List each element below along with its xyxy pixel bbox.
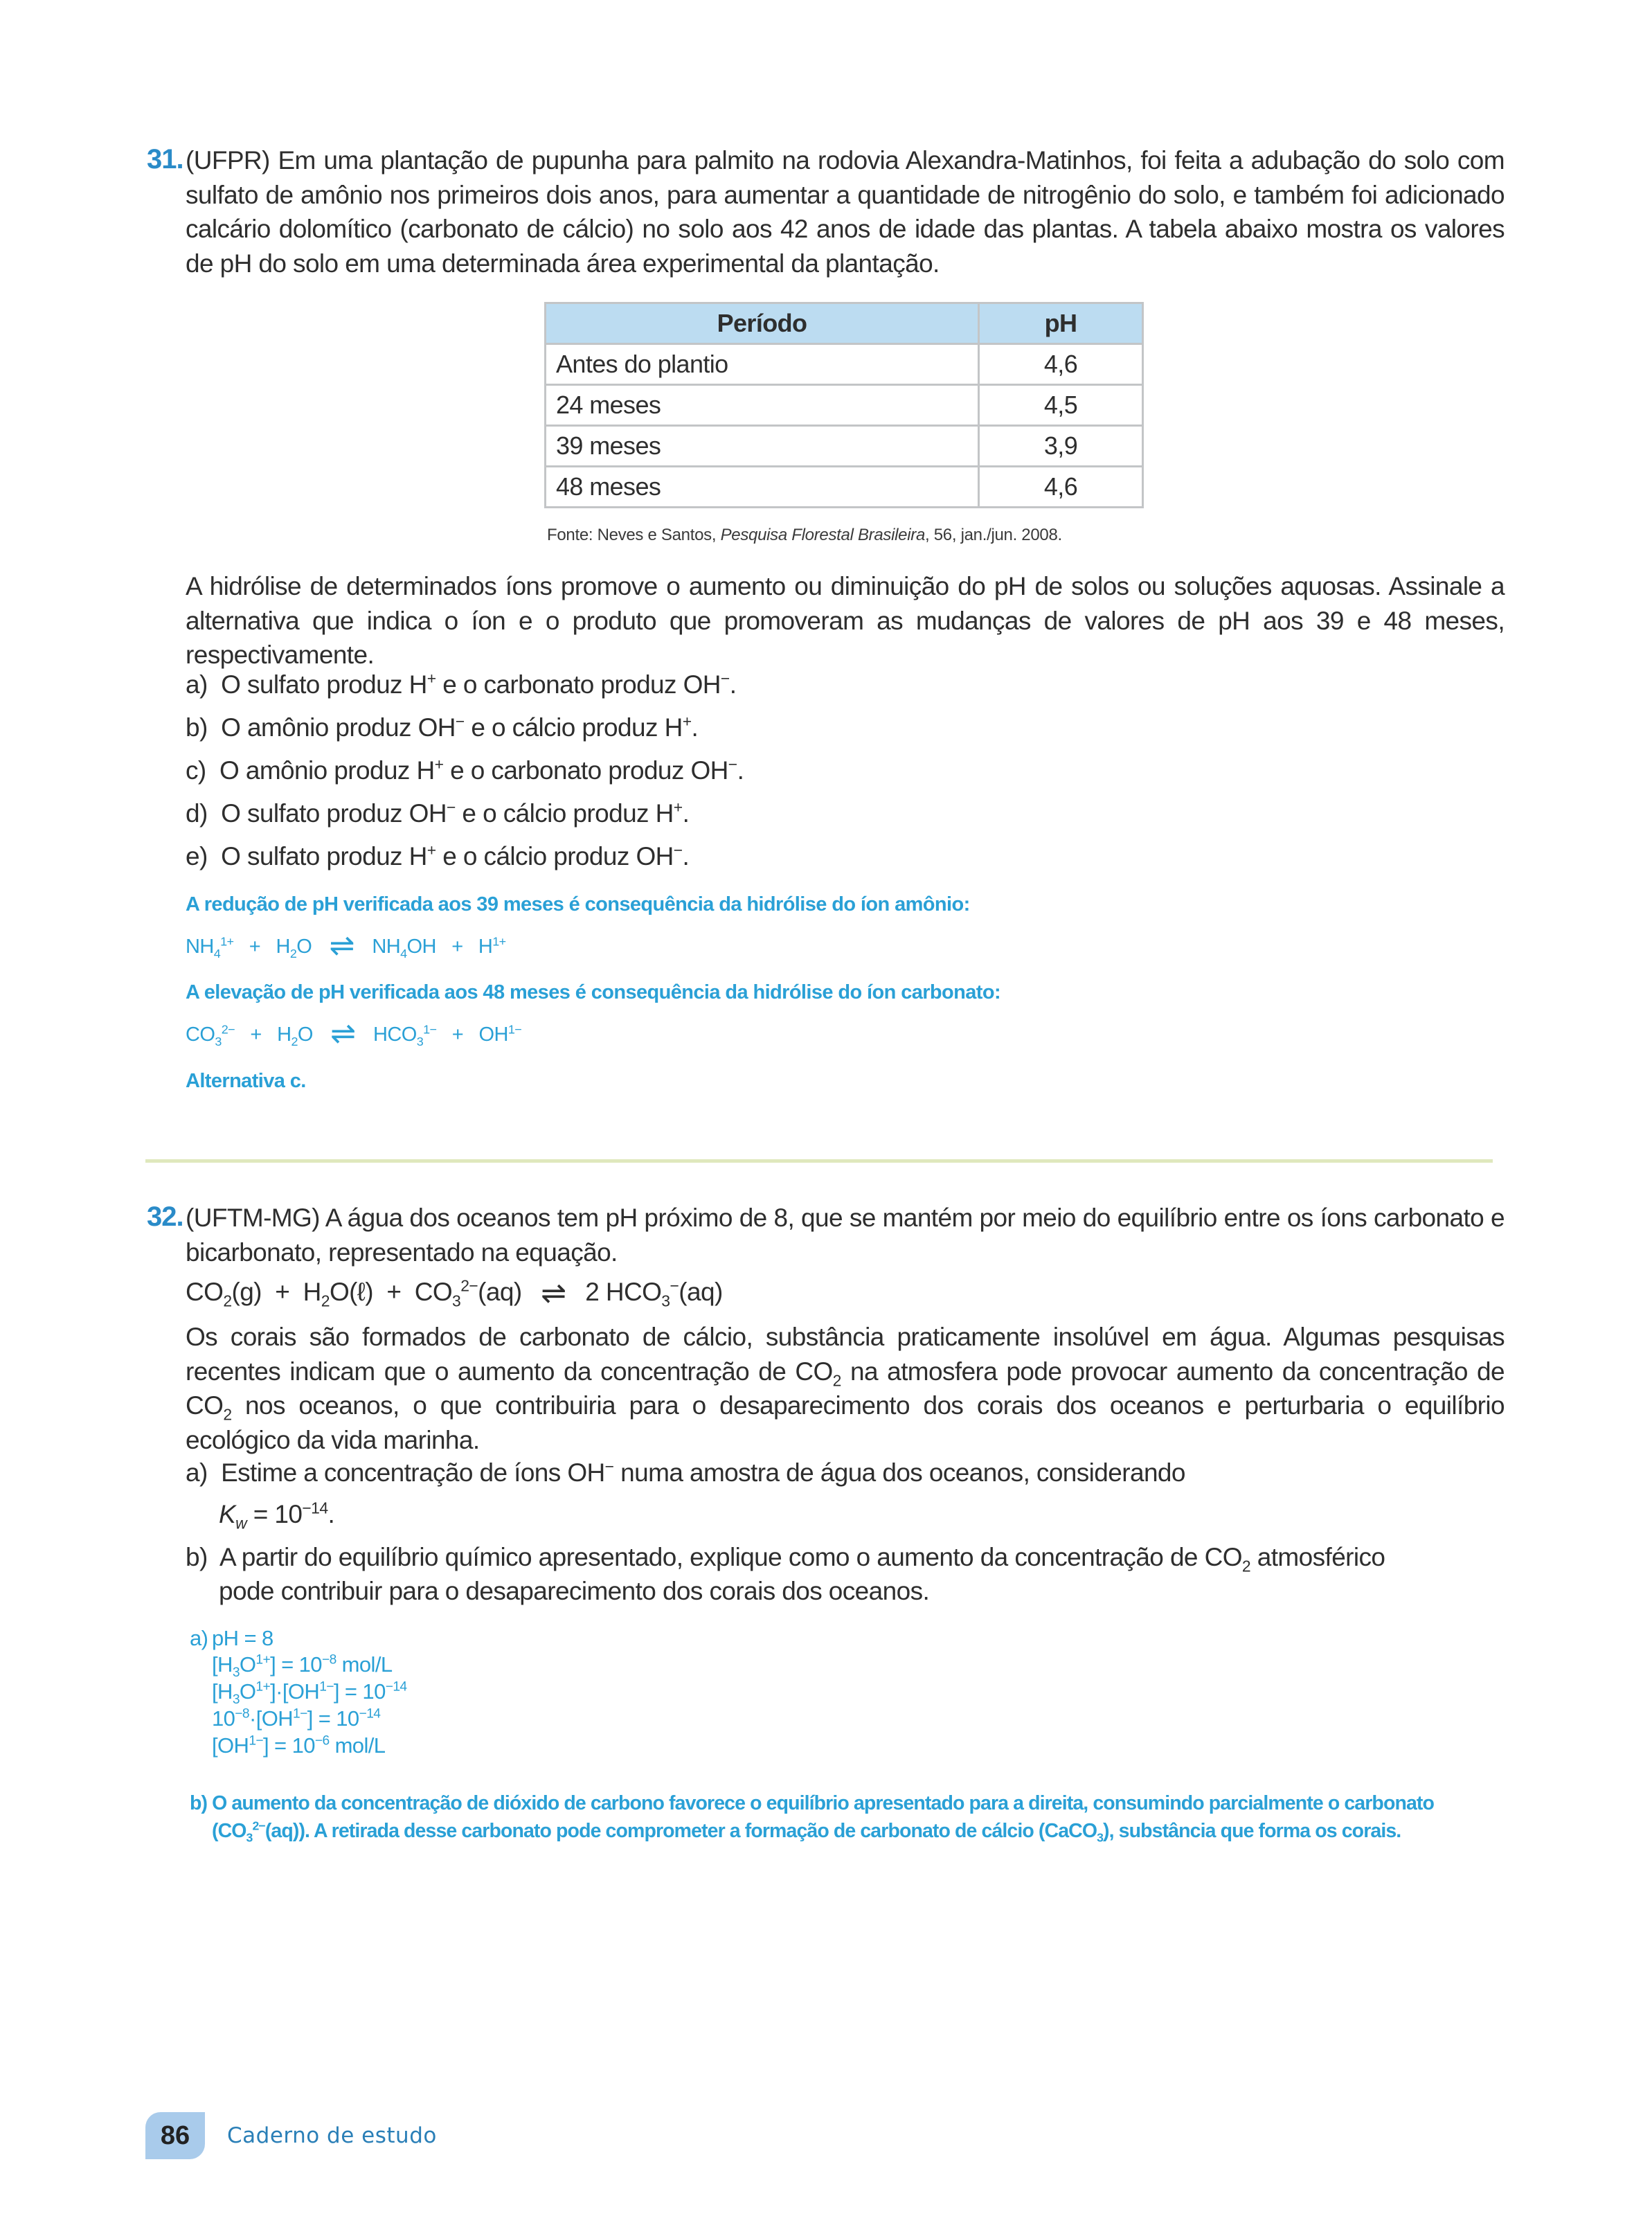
eq-term: CO: [414, 1278, 453, 1306]
page-number: 86: [160, 2120, 190, 2150]
answer-32-a-line-3: [212, 1679, 407, 1708]
kw-symbol: K: [219, 1500, 236, 1528]
alt-text: e o carbonato produz OH: [436, 670, 721, 699]
item-text: A partir do equilíbrio químico apresentado, explique como o aumento da concentração de CO: [219, 1543, 1242, 1571]
question-32-item-b-line-2: pode contribuir para o desaparecimento dos corais dos oceanos.: [219, 1577, 930, 1605]
question-31-intro: (UFPR) Em uma plantação de pupunha para palmito na rodovia Alexandra-Matinhos, foi feita a adubação do solo com sulfato de amônio nos primeiros dois anos, para aumentar a quantidade de nitrogênio do solo, e também foi adicionado calcário dolomítico (carbonato de cálcio) no solo aos 42 anos de idade das plantas. A tabela abaixo mostra os valores de pH do solo em uma determinada área experimental da plantação.: [186, 146, 1505, 278]
alt-text: O sulfato produz OH: [221, 799, 447, 828]
calc-term: ·[OH: [249, 1706, 294, 1731]
calc-sub: 3: [232, 1692, 240, 1708]
eq-sub: 3: [452, 1292, 461, 1310]
item-letter: b): [186, 1543, 208, 1571]
alternative-c[interactable]: [186, 756, 744, 785]
calc-sup: −6: [314, 1733, 330, 1749]
eq-sub: 2: [321, 1292, 330, 1310]
alt-text: e o cálcio produz OH: [436, 842, 674, 870]
alt-sup: +: [682, 712, 692, 731]
alt-sup: −: [728, 755, 737, 774]
eq-plus: +: [451, 1024, 464, 1046]
question-32-kw: [219, 1499, 335, 1533]
eq-term: (aq): [478, 1278, 522, 1306]
eq-term: (g): [231, 1278, 262, 1306]
alternative-d[interactable]: [186, 799, 689, 828]
alt-end: .: [729, 670, 737, 699]
question-number-32: 32.: [147, 1201, 183, 1232]
answer-31-alternative: [186, 1070, 306, 1093]
alt-letter: a): [186, 670, 208, 699]
para-sub: 2: [223, 1405, 232, 1424]
alt-letter: e): [186, 842, 208, 870]
eq-term: O: [297, 1024, 313, 1046]
table-header-row: [546, 303, 1143, 344]
calc-term: O: [239, 1652, 256, 1677]
table-source: [547, 526, 1062, 545]
alt-text: e o cálcio produz H: [464, 713, 683, 742]
calc-sup: −14: [385, 1679, 407, 1695]
alt-sup: +: [673, 798, 683, 816]
answer-letter: c: [289, 1070, 301, 1092]
calc-sup: −8: [235, 1706, 249, 1722]
eq-sup: 1+: [492, 934, 506, 949]
alternative-e[interactable]: [186, 842, 689, 871]
table-cell-ph: 4,6: [979, 344, 1143, 385]
alt-sup: −: [455, 712, 465, 731]
eq-plus: +: [250, 1024, 262, 1046]
calc-sup: 1−: [319, 1679, 334, 1695]
calc-term: [OH: [212, 1733, 249, 1758]
eq-plus: +: [451, 936, 463, 958]
ans-sub: 3: [1097, 1830, 1104, 1845]
alt-text: e o cálcio produz H: [455, 799, 674, 828]
alt-text: O amônio produz H: [219, 756, 435, 785]
eq-plus: +: [249, 936, 261, 958]
ans-sub: 3: [246, 1830, 253, 1845]
answer-32-b-line-1: b) O aumento da concentração de dióxido de carbono favorece o equilíbrio apresentado para a direita, consumindo parcialmente o carbonato: [190, 1792, 1435, 1814]
eq-term: HCO: [373, 1024, 417, 1046]
alt-text: O sulfato produz H: [221, 842, 427, 870]
answer-32-a-line-1: pH = 8: [212, 1626, 273, 1650]
table-header-ph: pH: [979, 303, 1143, 344]
alt-letter: c): [186, 756, 206, 785]
eq-term: H: [276, 936, 290, 958]
table-cell-period: 24 meses: [546, 385, 979, 426]
eq-sup: 2−: [460, 1276, 478, 1295]
answer-32-a-label: a): [190, 1626, 208, 1650]
alt-letter: d): [186, 799, 208, 828]
answer-31-line-2: A elevação de pH verificada aos 48 meses é consequência da hidrólise do íon carbonato:: [186, 981, 1001, 1003]
eq-term: H: [478, 936, 493, 958]
calc-sup: 1+: [255, 1652, 271, 1668]
answer-32-a-line-5: [212, 1733, 385, 1758]
section-divider: [145, 1159, 1493, 1163]
alt-end: .: [691, 713, 699, 742]
answer-end: .: [300, 1070, 306, 1092]
question-31-prompt: A hidrólise de determinados íons promove o aumento ou diminuição do pH de solos ou soluções aquosas. Assinale a alternativa que indica o íon e o produto que promoveram as mudanças de valores de pH aos 39 e 48 meses, respectivamente.: [186, 572, 1505, 669]
alt-sup: +: [427, 669, 436, 688]
eq-term: OH: [406, 936, 436, 958]
ph-table: [544, 302, 1144, 508]
question-32-intro: (UFTM-MG) A água dos oceanos tem pH próximo de 8, que se mantém por meio do equilíbrio entre os íons carbonato e bicarbonato, representado na equação.: [186, 1204, 1505, 1267]
para-text: nos oceanos, o que contribuiria para o desaparecimento dos corais dos oceanos e perturbaria o equilíbrio ecológico da vida marinha.: [186, 1391, 1505, 1454]
calc-term: ] = 10: [270, 1652, 322, 1677]
eq-sup: 1−: [508, 1022, 522, 1037]
kw-end: .: [327, 1500, 335, 1528]
eq-term: CO: [186, 1024, 215, 1046]
alt-text: O sulfato produz H: [221, 670, 427, 699]
eq-sub: 3: [215, 1034, 222, 1048]
alt-letter: b): [186, 713, 208, 742]
page-number-badge: [145, 2112, 205, 2159]
alternative-a[interactable]: [186, 670, 736, 699]
alt-sup: −: [673, 841, 683, 859]
table-cell-ph: 4,5: [979, 385, 1143, 426]
alt-sup: −: [446, 798, 456, 816]
alt-end: .: [737, 756, 744, 785]
eq-sub: 2: [291, 1034, 298, 1048]
eq-term: NH: [186, 936, 214, 958]
answer-prefix: Alternativa: [186, 1070, 290, 1092]
eq-plus: +: [275, 1278, 290, 1306]
answer-31-line-1: A redução de pH verificada aos 39 meses é consequência da hidrólise do íon amônio:: [186, 893, 970, 915]
source-prefix: Fonte: Neves e Santos,: [547, 526, 721, 544]
eq-term: H: [303, 1278, 321, 1306]
equilibrium-arrow-icon: ⇌: [541, 1276, 566, 1310]
answer-31-equation-2: [186, 1016, 521, 1051]
eq-sub: 4: [213, 946, 221, 960]
eq-term: O: [296, 936, 312, 958]
calc-term: ] = 10: [333, 1679, 386, 1704]
eq-sub: 4: [400, 946, 407, 960]
alt-text: e o carbonato produz OH: [443, 756, 728, 785]
table-row: [546, 467, 1143, 508]
calc-term: ] = 10: [263, 1733, 315, 1758]
table-cell-period: 39 meses: [546, 426, 979, 467]
ans-sup: 2−: [252, 1819, 265, 1833]
question-32-paragraph: [186, 1320, 1505, 1457]
alt-sup: +: [434, 755, 444, 774]
item-text: numa amostra de água dos oceanos, considerando: [613, 1458, 1185, 1487]
item-letter: a): [186, 1458, 208, 1487]
table-row: [546, 385, 1143, 426]
alt-end: .: [682, 842, 690, 870]
calc-term: 10: [212, 1706, 235, 1731]
question-32-equation: [186, 1276, 723, 1311]
answer-32-a-line-2: [212, 1652, 393, 1681]
eq-sub: 3: [661, 1292, 670, 1310]
table-cell-ph: 3,9: [979, 426, 1143, 467]
eq-term: H: [277, 1024, 291, 1046]
para-text: Os corais são formados de carbonato de cálcio, substância praticamente insolúvel em água. Algumas pesquisas recentes indicam que o aumento da concentração de CO: [186, 1323, 1505, 1386]
eq-sup: −: [670, 1276, 679, 1295]
answer-32-b-line-2: [212, 1820, 1401, 1843]
table-row: [546, 426, 1143, 467]
alternative-b[interactable]: [186, 713, 698, 742]
calc-sup: 1−: [249, 1733, 264, 1749]
question-32-item-b: [186, 1543, 1385, 1575]
table-cell-period: 48 meses: [546, 467, 979, 508]
eq-sub: 2: [223, 1292, 232, 1310]
calc-term: ]·[OH: [270, 1679, 320, 1704]
eq-sup: 1+: [220, 934, 234, 949]
eq-sup: 1−: [423, 1022, 437, 1037]
alt-sup: −: [720, 669, 730, 688]
ans-text: (CO: [212, 1820, 246, 1842]
eq-term: 2 HCO: [585, 1278, 662, 1306]
para-text: na atmosfera pode provocar aumento da concentração de CO: [186, 1357, 1505, 1420]
alt-sup: +: [427, 841, 436, 859]
question-number-31: 31.: [147, 144, 183, 175]
calc-sup: 1+: [255, 1679, 271, 1695]
item-sup: −: [604, 1457, 614, 1476]
para-sub: 2: [832, 1370, 841, 1389]
item-sub: 2: [1241, 1557, 1251, 1575]
eq-plus: +: [386, 1278, 402, 1306]
eq-sup: 2−: [221, 1022, 235, 1037]
answer-32-a-line-4: [212, 1706, 380, 1731]
item-text: Estime a concentração de íons OH: [221, 1458, 605, 1487]
calc-term: mol/L: [336, 1652, 393, 1677]
alt-end: .: [682, 799, 690, 828]
eq-term: O(ℓ): [329, 1278, 373, 1306]
kw-sub: w: [235, 1514, 247, 1533]
eq-term: (aq): [679, 1278, 723, 1306]
eq-term: OH: [478, 1024, 508, 1046]
calc-term: [H: [212, 1679, 233, 1704]
eq-term: NH: [372, 936, 401, 958]
answer-31-equation-1: [186, 928, 506, 963]
table-header-period: Período: [546, 303, 979, 344]
source-title: Pesquisa Florestal Brasileira: [720, 526, 926, 544]
calc-term: ] = 10: [307, 1706, 359, 1731]
source-suffix: , 56, jan./jun. 2008.: [925, 526, 1062, 544]
ans-text: (aq)). A retirada desse carbonato pode comprometer a formação de carbonato de cálcio (CaCO: [264, 1820, 1097, 1842]
table-cell-ph: 4,6: [979, 467, 1143, 508]
calc-term: O: [239, 1679, 256, 1704]
footer-label: Caderno de estudo: [227, 2123, 437, 2148]
question-32-item-a: [186, 1458, 1185, 1487]
item-text: atmosférico: [1250, 1543, 1385, 1571]
eq-sub: 3: [416, 1034, 424, 1048]
kw-eq: = 10: [246, 1500, 303, 1528]
ans-text: ), substância que forma os corais.: [1103, 1820, 1401, 1842]
eq-sub: 2: [289, 946, 297, 960]
table-cell-period: Antes do plantio: [546, 344, 979, 385]
table-row: [546, 344, 1143, 385]
calc-sup: −8: [321, 1652, 336, 1668]
calc-term: [H: [212, 1652, 233, 1677]
calc-sub: 3: [232, 1665, 240, 1681]
alt-text: O amônio produz OH: [221, 713, 456, 742]
kw-sup: −14: [302, 1499, 328, 1517]
calc-sup: −14: [359, 1706, 381, 1722]
equilibrium-arrow-icon: ⇌: [329, 929, 354, 963]
equilibrium-arrow-icon: ⇌: [330, 1017, 356, 1051]
eq-term: CO: [186, 1278, 224, 1306]
calc-sup: 1−: [293, 1706, 307, 1722]
calc-term: mol/L: [329, 1733, 386, 1758]
